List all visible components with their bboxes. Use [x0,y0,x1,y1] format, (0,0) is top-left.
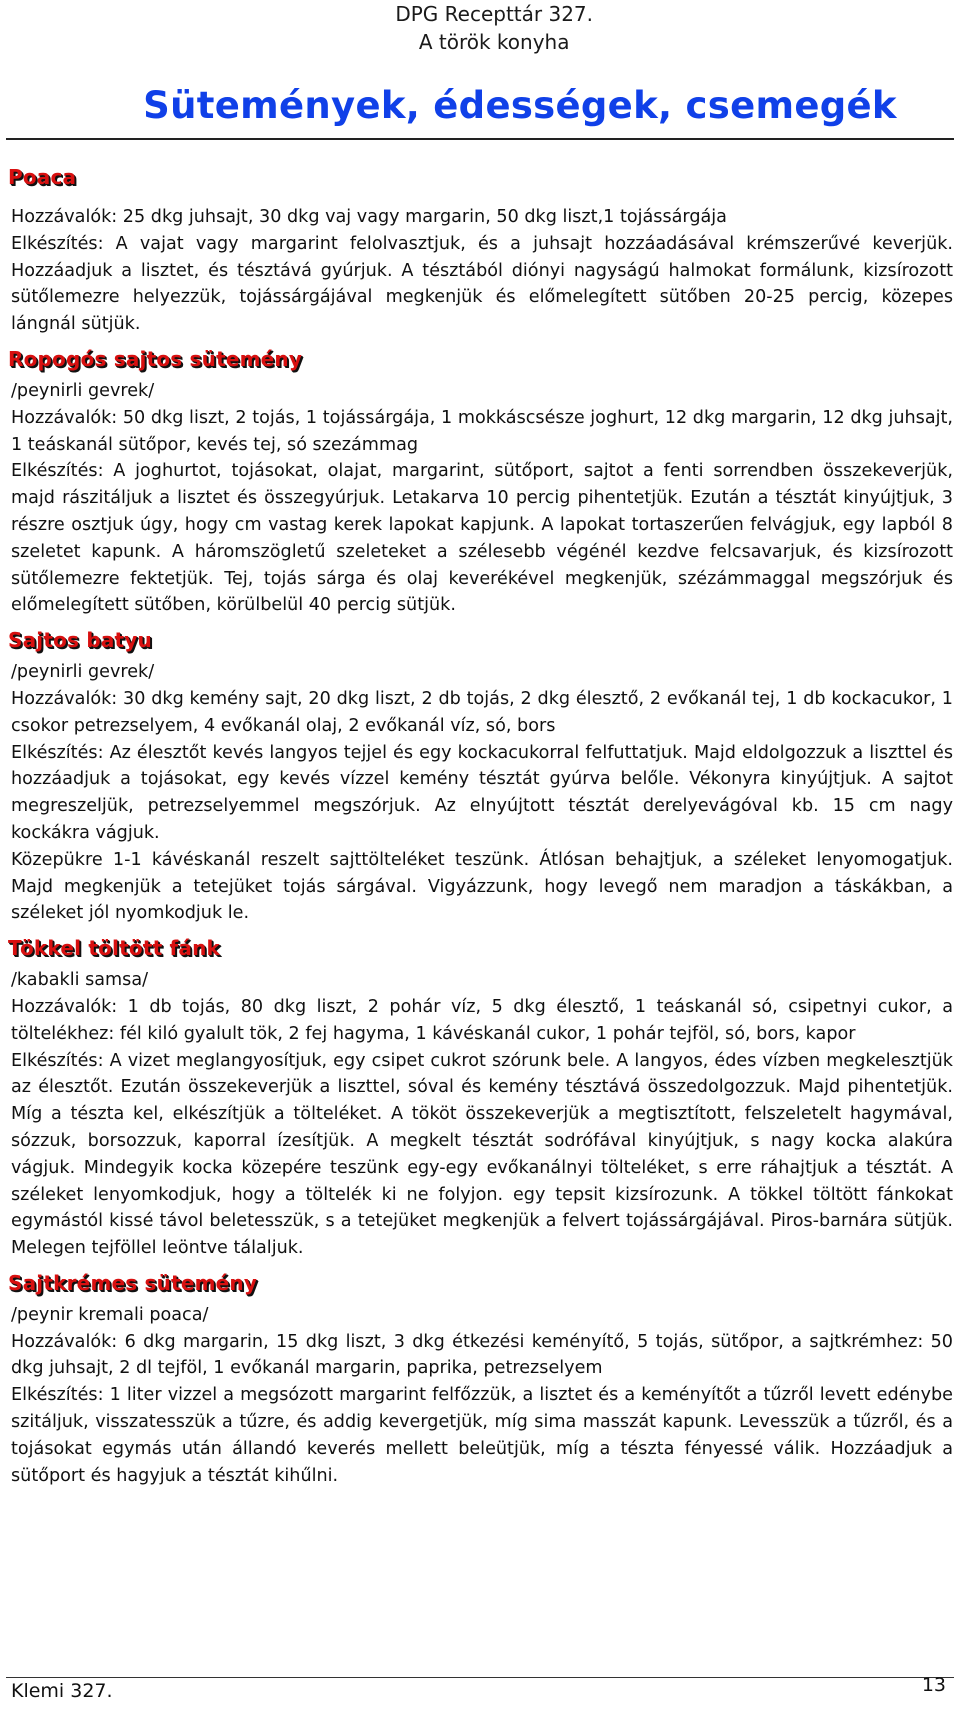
page-number: 13 [921,1674,946,1696]
recipe-turkish-name: /kabakli samsa/ [11,970,149,991]
chapter-title: Sütemények, édességek, csemegék [143,84,897,127]
recipe-instructions: Elkészítés: A vizet meglangyosítjuk, egy csipet cukrot szórunk bele. A langyos, édes vízben megkelesztjük az élesztőt. Ezután összekeverjük a liszttel, sóval és kemény tésztává összedolgozzuk. Majd pihentetjük. Míg a tészta kel, elkészítjük a tölteléket. A tököt összekeverjük a megtisztított, felszeletelt hagymával, sózzuk, borsozzuk, kaporral ízesítjük. A megkelt tésztát sodrófával kinyújtjuk, s nagy kocka alakúra vágjuk. Mindegyik kocka közepére teszünk egy-egy evőkanálnyi tölteléket, s erre ráhajtjuk a tésztát. A széleket lenyomkodjuk, hogy a töltelék ki ne folyjon. egy tepsit kizsírozunk. A tökkel töltött fánkokat egymástól kissé távol beletesszük, s a tetejüket megkenjük a felvert tojássárgájával. Piros-barnára sütjük. Melegen tejföllel leöntve tálaljuk. [11,1050,953,1259]
recipe-section [8,1268,953,1490]
recipe-content [8,162,953,1489]
recipe-section [8,625,953,927]
recipe-ingredients: Hozzávalók: 30 dkg kemény sajt, 20 dkg liszt, 2 db tojás, 2 dkg élesztő, 2 evőkanál tej, 1 db kockacukor, 1 csokor petrezselyem, 4 evőkanál olaj, 2 evőkanál víz, só, bors [11,688,953,736]
footer-divider [6,1677,954,1678]
recipe-instructions: Elkészítés: A joghurtot, tojásokat, olajat, margarint, sütőport, sajtot a fenti sorrendben összekeverjük, majd rászitáljuk a lisztet és összegyúrjuk. Letakarva 10 percig pihentetjük. Ezután a tésztát kinyújtjuk, 3 részre osztjuk úgy, hogy cm vastag kerek lapokat kapjunk. A lapokat tortaszerűen felvágjuk, egy lapból 8 szeletet kapunk. A háromszögletű szeleteket a szélesebb végénél kezdve felcsavarjuk, és kizsírozott sütőlemezre fektetjük. Tej, tojás sárga és olaj keverékével megkenjük, szézámmaggal megszórjuk és előmelegített sütőben, körülbelül 40 percig sütjük. [11,461,953,616]
recipe-heading: Tökkel töltött fánk [8,936,221,961]
recipe-heading: Poaca [8,165,77,189]
recipe-heading: Sajtkrémes sütemény [8,1270,258,1295]
title-divider [6,138,954,140]
recipe-ingredients: Hozzávalók: 1 db tojás, 80 dkg liszt, 2 pohár víz, 5 dkg élesztő, 1 teáskanál só, csipetnyi cukor, a töltelékhez: fél kiló gyalult tök, 2 fej hagyma, 1 kávéskanál cukor, 1 pohár tejföl, só, bors, kapor [11,996,953,1044]
recipe-turkish-name: /peynirli gevrek/ [11,380,155,401]
recipe-instructions: Elkészítés: A vajat vagy margarint felolvasztjuk, és a juhsajt hozzáadásával krémszerűvé keverjük. Hozzáadjuk a lisztet, és tésztává gyúrjuk. A tésztából diónyi nagyságú halmokat formálunk, kizsírozott sütőlemezre helyezzük, tojássárgájával megkenjük és előmelegített sütőben 20-25 percig, közepes lángnál sütjük. [11,233,953,335]
header-book-title: DPG Recepttár 327. [395,2,593,26]
recipe-instructions: Elkészítés: 1 liter vizzel a megsózott margarint felfőzzük, a lisztet és a keményítőt a tűzről levett edénybe szitáljuk, visszatesszük a tűzre, és addig kevergetjük, míg sima masszát kapunk. Levesszük a tűzről, és a tojásokat egymás után állandó keverés mellett beleütjük, míg a tészta fényessé válik. Hozzáadjuk a sütőport és hagyjuk a tésztát kihűlni. [11,1385,953,1486]
footer-author: Klemi 327. [11,1680,113,1702]
page-header [395,0,593,56]
recipe-section [8,162,953,338]
header-subtitle: A török konyha [418,30,570,54]
recipe-instructions: Elkészítés: Az élesztőt kevés langyos tejjel és egy kockacukorral felfuttatjuk. Majd eldolgozzuk a liszttel és hozzáadjuk a tojásokat, egy kevés vízzel kemény tésztát gyúrva belőle. Vékonyra kinyújtjuk. A sajtot megreszeljük, petrezselyemmel megszórjuk. Az elnyújtott tésztát derelyevágóval kb. 15 cm nagy kockákra vágjuk. [11,742,953,843]
recipe-instructions-continued: Közepükre 1-1 kávéskanál reszelt sajttölteléket teszünk. Átlósan behajtjuk, a széleket lenyomogatjuk. Majd megkenjük a tetejüket tojás sárgával. Vigyázzunk, hogy levegő nem maradjon a táskákban, a széleket jól nyomkodjuk le. [11,849,953,924]
recipe-ingredients: Hozzávalók: 50 dkg liszt, 2 tojás, 1 tojássárgája, 1 mokkáscsésze joghurt, 12 dkg margarin, 12 dkg juhsajt, 1 teáskanál sütőpor, kevés tej, só szezámmag [11,407,953,455]
recipe-section [8,933,953,1262]
recipe-heading: Sajtos batyu [8,628,152,653]
recipe-turkish-name: /peynirli gevrek/ [11,662,155,683]
recipe-ingredients: Hozzávalók: 25 dkg juhsajt, 30 dkg vaj vagy margarin, 50 dkg liszt,1 tojássárgája [11,207,727,227]
recipe-heading: Ropogós sajtos sütemény [8,346,303,371]
recipe-ingredients: Hozzávalók: 6 dkg margarin, 15 dkg liszt, 3 dkg étkezési keményítő, 5 tojás, sütőpor, a sajtkrémhez: 50 dkg juhsajt, 2 dl tejföl, 1 evőkanál margarin, paprika, petrezselyem [11,1331,953,1379]
recipe-turkish-name: /peynir kremali poaca/ [11,1304,209,1325]
recipe-section [8,344,953,619]
